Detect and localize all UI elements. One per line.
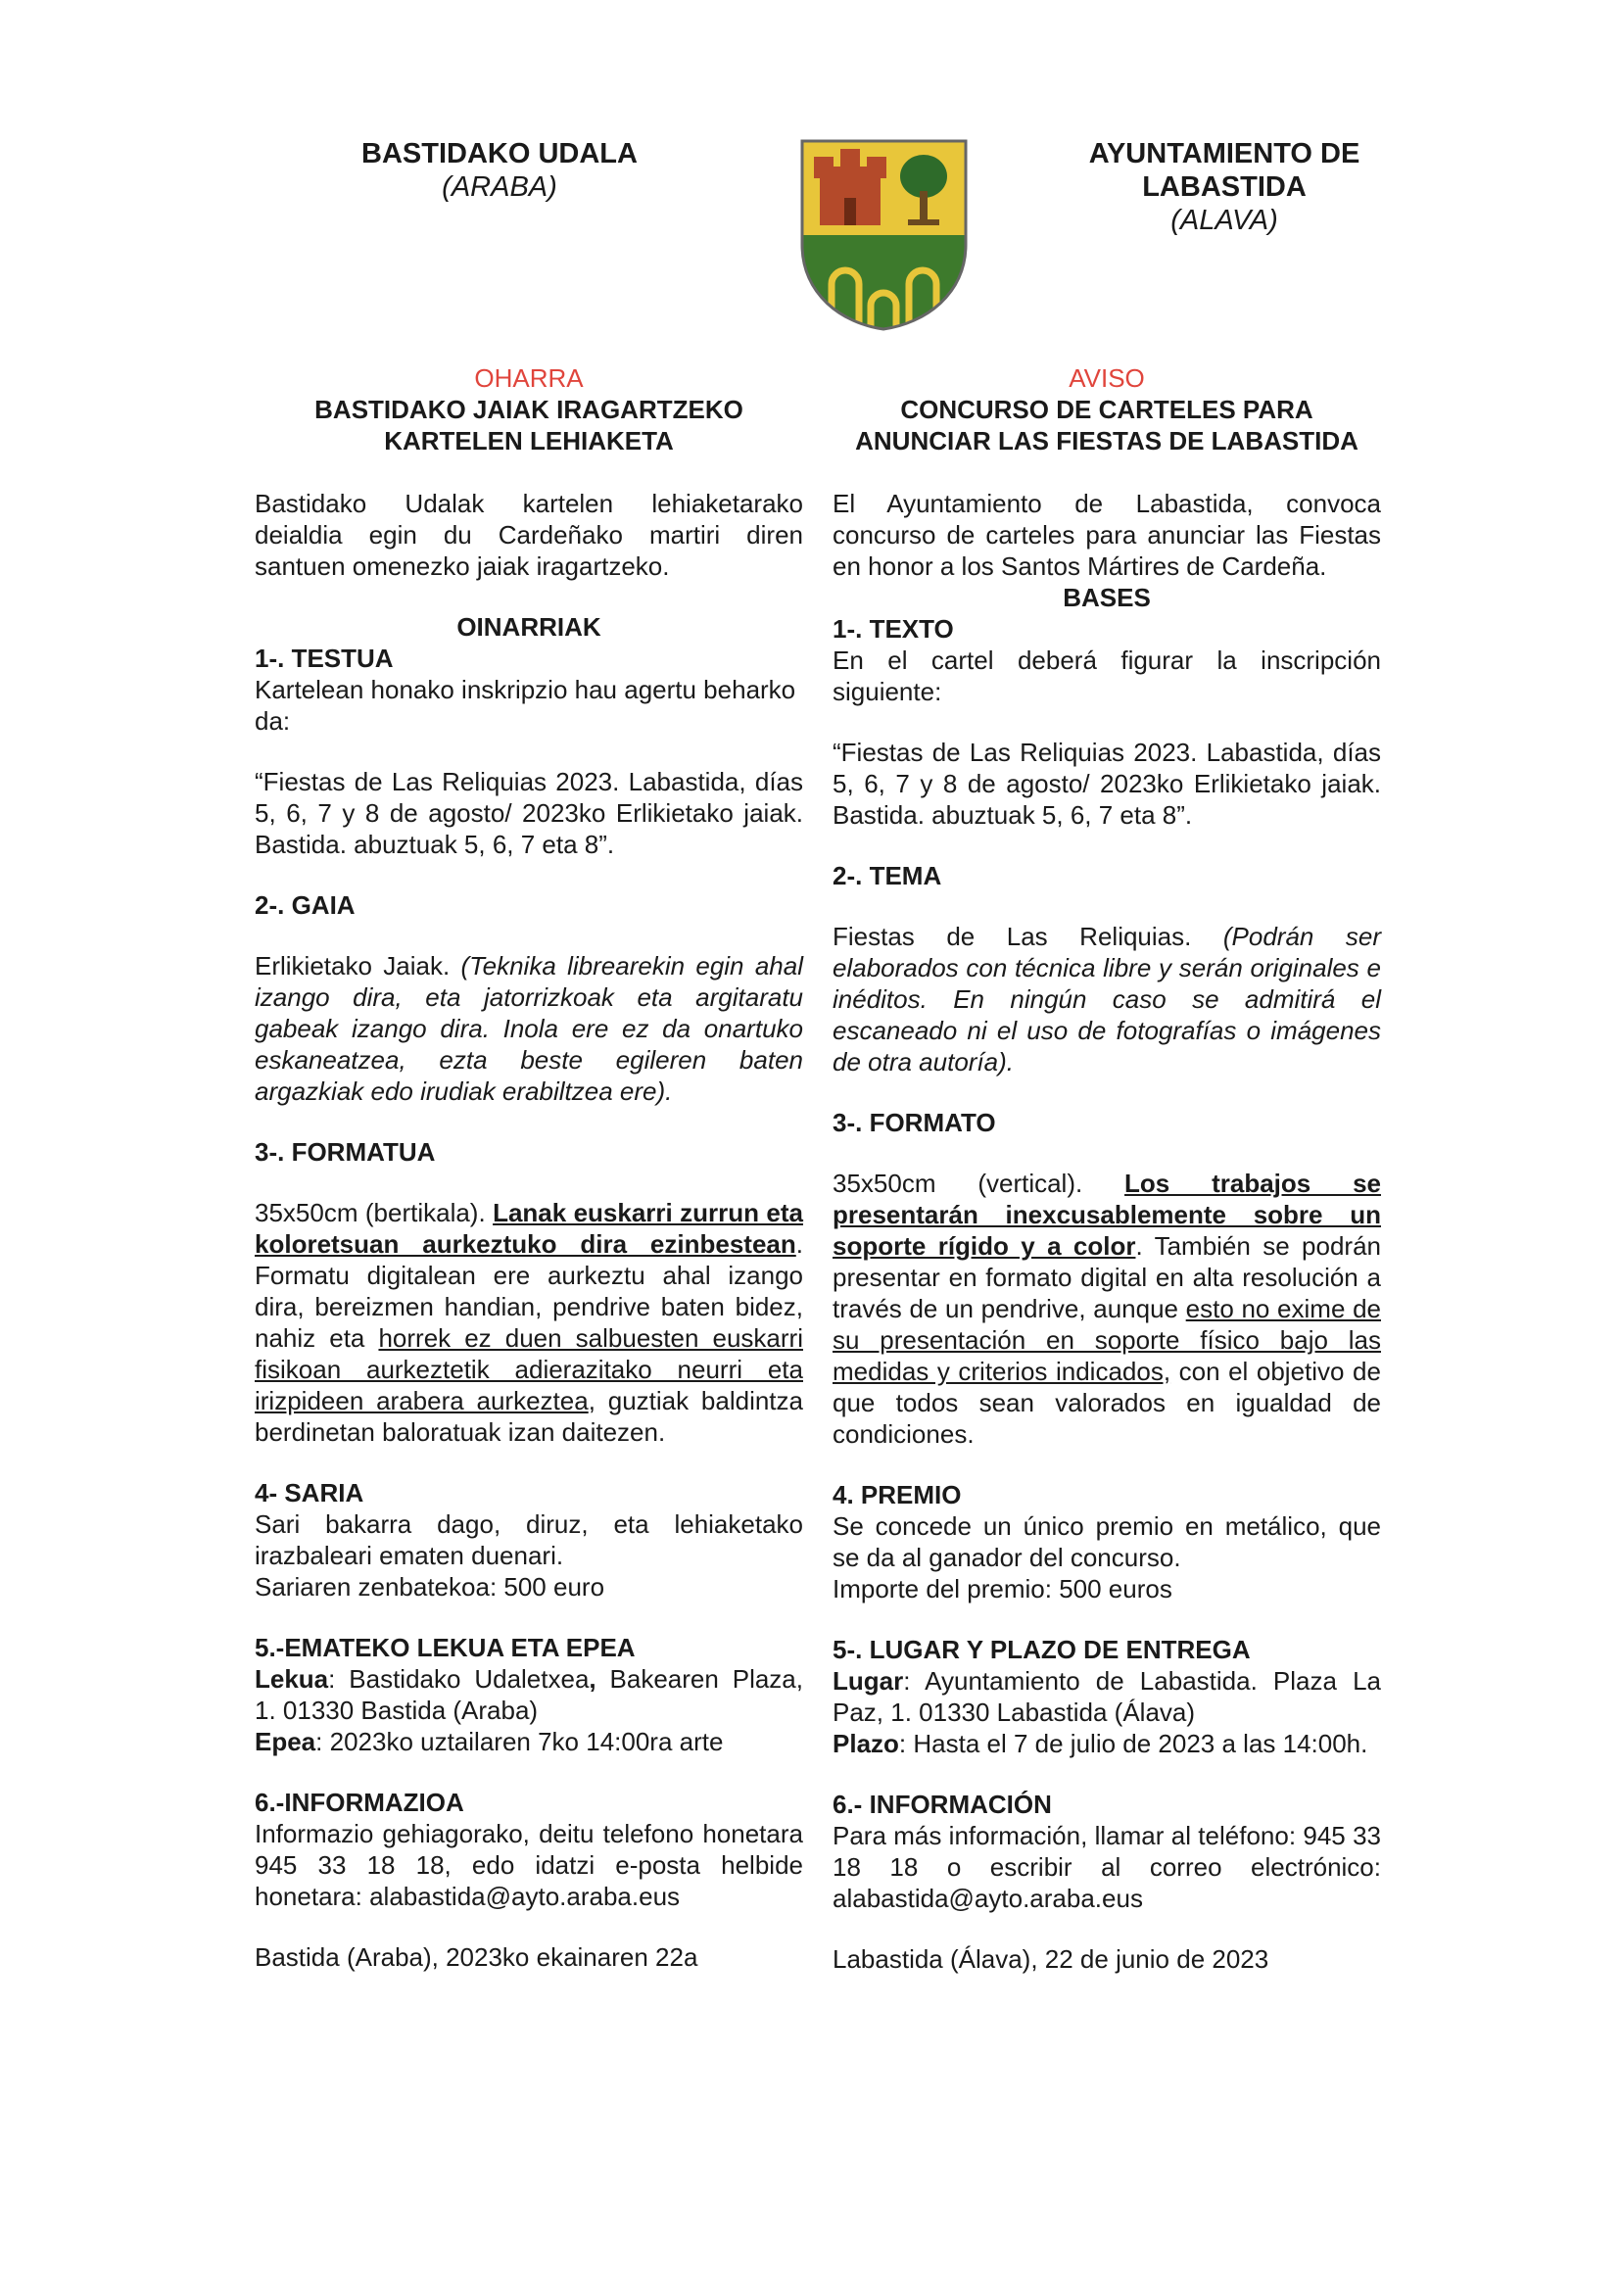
section-2-text [833,921,1381,1077]
section-3-heading: 3-. FORMATUA [255,1137,436,1167]
deadline-label: Plazo [833,1729,899,1758]
header-spanish [1019,137,1430,237]
header-left-subtitle: (ARABA) [442,171,557,203]
bases-heading: BASES [1063,583,1151,612]
coat-of-arms-icon [798,137,970,333]
section-2-plain: Fiestas de Las Reliquias. [833,922,1192,951]
section-3-exemption: esto no exime de su presentación en soporte físico bajo las medidas y criterios indicados, [833,1294,1381,1386]
place-value: : Bastidako Udaletxea [328,1664,590,1694]
section-3-digital: . Formatu digitalean ere aurkeztu ahal izango dira, bereizmen handian, pendrive baten bidez, nahiz eta [255,1229,803,1353]
bases-heading: OINARRIAK [456,612,601,642]
header-right-subtitle: (ALAVA) [1170,205,1278,236]
section-5-deadline [255,1726,803,1757]
section-3-closing: , guztiak baldintza berdinetan baloratuak izan daitezen. [255,1386,803,1447]
section-3-closing: con el objetivo de que todos sean valorados en igualdad de condiciones. [833,1357,1381,1449]
section-3-text [255,1197,803,1448]
section-5-heading: 5-. LUGAR Y PLAZO DE ENTREGA [833,1635,1251,1664]
contest-title-line2: KARTELEN LEHIAKETA [384,426,674,455]
deadline-value: : 2023ko uztailaren 7ko 14:00ra arte [315,1727,724,1756]
section-1-quote: “Fiestas de Las Reliquias 2023. Labastida, días 5, 6, 7 y 8 de agosto/ 2023ko Erlikietako jaiak. Bastida. abuztuak 5, 6, 7 eta 8”. [833,738,1381,830]
section-6-text: Informazio gehiagorako, deitu telefono honetara 945 33 18 18, edo idatzi e-posta helbide honetara: alabastida@ayto.araba.eus [255,1819,803,1911]
section-5-deadline [833,1728,1381,1759]
place-comma: , [589,1664,596,1694]
place-label: Lekua [255,1664,329,1694]
section-4-heading: 4. PREMIO [833,1480,962,1509]
header-basque [294,137,705,204]
section-1-heading: 1-. TESTUA [255,644,394,673]
section-3-digital: . También se podrán presentar en formato digital en alta resolución a través de un pendrive, aunque [833,1231,1381,1323]
section-4-amount: Sariaren zenbatekoa: 500 euro [255,1572,605,1602]
section-2-italic: (Teknika librearekin egin ahal izango dira, eta jatorrizkoak eta argitaratu gabeak izango dira. Inola ere ez da onartuko eskaneatzea, ezta beste egileren baten argazkiak edo irudiak erabiltzea ere). [255,951,803,1106]
section-5-heading: 5.-EMATEKO LEKUA ETA EPEA [255,1633,636,1662]
basque-column [255,362,803,1973]
contest-title-line1: CONCURSO DE CARTELES PARA [900,395,1313,424]
section-4-amount: Importe del premio: 500 euros [833,1574,1172,1603]
section-1-heading: 1-. TEXTO [833,614,954,644]
section-3-requirement: Lanak euskarri zurrun eta koloretsuan aurkeztuko dira ezinbestean [255,1198,803,1259]
section-6-heading: 6.-INFORMAZIOA [255,1788,464,1817]
intro-paragraph: El Ayuntamiento de Labastida, convoca concurso de carteles para anunciar las Fiestas en honor a los Santos Mártires de Cardeña. [833,489,1381,581]
section-1-text: Kartelean honako inskripzio hau agertu beharko da: [255,675,796,736]
signature-line: Bastida (Araba), 2023ko ekainaren 22a [255,1942,698,1972]
contest-title-line2: ANUNCIAR LAS FIESTAS DE LABASTIDA [855,426,1358,455]
contest-title-line1: BASTIDAKO JAIAK IRAGARTZEKO [314,395,743,424]
section-2-plain: Erlikietako Jaiak. [255,951,451,981]
section-2-heading: 2-. GAIA [255,890,356,920]
deadline-value: : Hasta el 7 de julio de 2023 a las 14:00h. [898,1729,1368,1758]
notice-label: AVISO [1069,363,1145,393]
spanish-column [833,362,1381,1975]
section-6-text: Para más información, llamar al teléfono: 945 33 18 18 o escribir al correo electrónico: alabastida@ayto.araba.eus [833,1821,1381,1913]
section-1-text: En el cartel deberá figurar la inscripción siguiente: [833,646,1381,706]
notice-label: OHARRA [474,363,584,393]
section-1-quote: “Fiestas de Las Reliquias 2023. Labastida, días 5, 6, 7 y 8 de agosto/ 2023ko Erlikietako jaiak. Bastida. abuztuak 5, 6, 7 eta 8”. [255,767,803,859]
section-4-text: Sari bakarra dago, diruz, eta lehiaketako irazbaleari ematen duenari. [255,1509,803,1570]
intro-paragraph: Bastidako Udalak kartelen lehiaketarako deialdia egin du Cardeñako martiri diren santuen omenezko jaiak iragartzeko. [255,489,803,581]
section-4-text: Se concede un único premio en metálico, que se da al ganador del concurso. [833,1511,1381,1572]
section-5-place [833,1665,1381,1728]
section-3-heading: 3-. FORMATO [833,1108,996,1137]
header-right-title-line2: LABASTIDA [1142,171,1307,203]
header-right-title-line1: AYUNTAMIENTO DE [1088,138,1360,169]
deadline-label: Epea [255,1727,316,1756]
section-3-size: 35x50cm (bertikala). [255,1198,486,1227]
section-2-heading: 2-. TEMA [833,861,942,890]
section-2-text [255,950,803,1107]
section-5-place [255,1663,803,1726]
section-3-text [833,1168,1381,1450]
section-3-requirement: Los trabajos se presentarán inexcusablemente sobre un soporte rígido y a color [833,1169,1381,1261]
section-6-heading: 6.- INFORMACIÓN [833,1790,1052,1819]
section-4-heading: 4- SARIA [255,1478,364,1507]
signature-line: Labastida (Álava), 22 de junio de 2023 [833,1944,1269,1974]
header-left-title: BASTIDAKO UDALA [361,138,638,169]
place-value-2: Bakearen Plaza, 1. 01330 Bastida (Araba) [255,1664,803,1725]
section-3-size: 35x50cm (vertical). [833,1169,1083,1198]
section-3-exemption: horrek ez duen salbuesten euskarri fisikoan aurkeztetik adierazitako neurri eta irizpideen arabera aurkeztea [255,1323,803,1415]
place-label: Lugar [833,1666,904,1696]
place-value: : Ayuntamiento de Labastida. Plaza La Paz, 1. 01330 Labastida (Álava) [833,1666,1381,1727]
section-2-italic: (Podrán ser elaborados con técnica libre y serán originales e inéditos. En ningún caso se admitirá el escaneado ni el uso de fotografías o imágenes de otra autoría). [833,922,1382,1076]
